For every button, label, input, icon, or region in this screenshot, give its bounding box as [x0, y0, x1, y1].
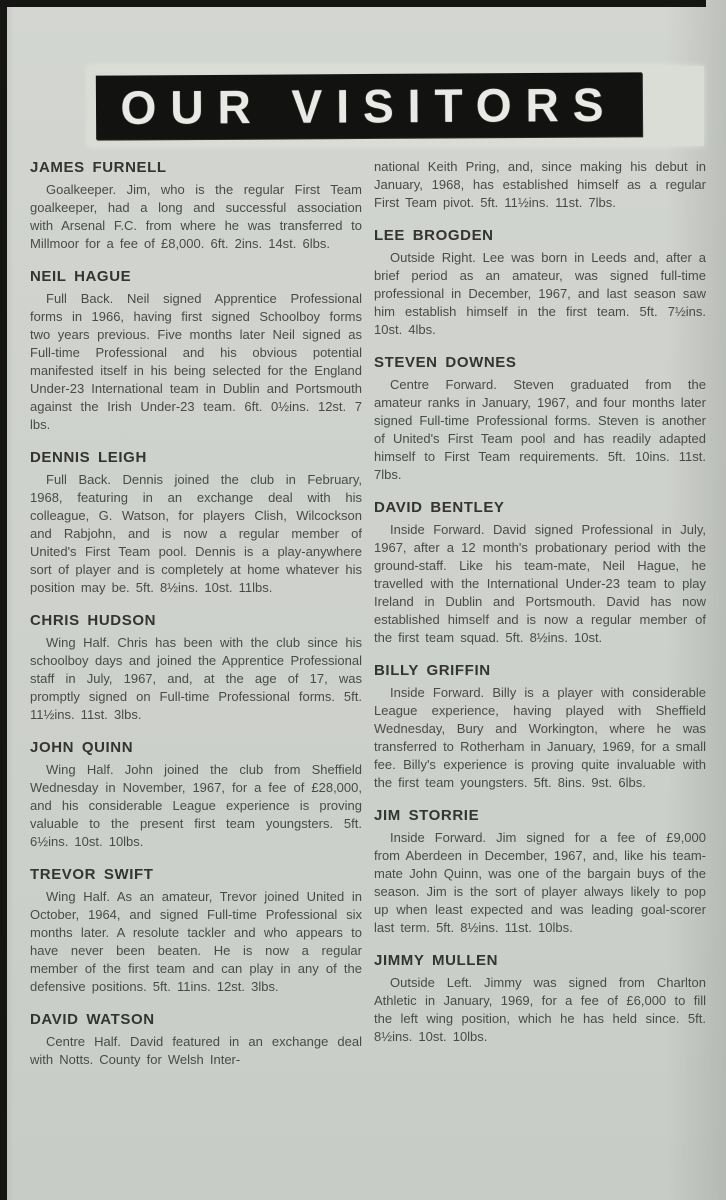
player-entry: [30, 448, 362, 597]
player-entry: [374, 806, 706, 937]
scan-edge-top: [0, 0, 706, 7]
article-columns: [30, 158, 706, 1083]
player-bio: Goalkeeper. Jim, who is the regular First Team goalkeeper, had a long and successful association with Arsenal F.C. from where he was transferred to Millmoor for a fee of £8,000. 6ft. 2ins. 14st. 6lbs.: [30, 182, 362, 251]
player-name: LEE BROGDEN: [374, 227, 494, 244]
player-entry: [374, 498, 706, 647]
player-bio: Inside Forward. David signed Professional in July, 1967, after a 12 month's probationary period with the ground-staff. Like his team-mate, Neil Hague, he travelled with the International Under-23 team to play Ireland in Dublin and Portsmouth. David has now established himself and is now a regular member of the first team squad. 5ft. 8½ins. 10st.: [374, 522, 706, 645]
player-name: CHRIS HUDSON: [30, 612, 157, 629]
player-name: TREVOR SWIFT: [30, 866, 154, 883]
player-bio: Inside Forward. Jim signed for a fee of £9,000 from Aberdeen in December, 1967, and, like his team-mate John Quinn, was one of the bargain buys of the season. Jim is the sort of player always likely to pop up when least expected and was leading goal-scorer last term. 5ft. 8½ins. 11st. 10lbs.: [374, 830, 706, 935]
player-name: JAMES FURNELL: [30, 159, 167, 176]
player-bio: Centre Half. David featured in an exchange deal with Notts. County for Welsh Inter-: [30, 1034, 362, 1067]
player-entry: [30, 865, 362, 996]
player-bio: Wing Half. As an amateur, Trevor joined United in October, 1964, and signed Full-time Professional six months later. A resolute tackler and who appears to have never been beaten. He is now a regular member of the first team and can play in any of the defensive positions. 5ft. 11ins. 12st. 3lbs.: [30, 889, 362, 994]
player-bio: Outside Right. Lee was born in Leeds and, after a brief period as an amateur, was signed full-time professional in December, 1967, and last season saw him establish himself in the first team. 5ft. 7½ins. 10st. 4lbs.: [374, 250, 706, 337]
player-name: JIM STORRIE: [374, 807, 480, 824]
right-column: [374, 158, 706, 1083]
player-bio: Full Back. Neil signed Apprentice Professional forms in 1966, having first signed Schoolboy forms two years previous. Five months later Neil signed as Full-time Professional and his obvious potential manifested itself in his being selected for the England Under-23 International team in Dublin and Portsmouth against the Irish Under-23 team. 6ft. 0½ins. 12st. 7 lbs.: [30, 291, 362, 432]
player-name: JIMMY MULLEN: [374, 952, 499, 969]
player-entry: [374, 661, 706, 792]
page-title: OUR VISITORS: [120, 77, 618, 135]
scan-edge-left: [0, 0, 7, 1200]
player-bio: Wing Half. Chris has been with the club since his schoolboy days and joined the Apprentice Professional staff in July, 1967, and, at the age of 17, was promptly signed on Full-time Professional forms. 5ft. 11½ins. 11st. 3lbs.: [30, 635, 362, 722]
player-bio: Full Back. Dennis joined the club in February, 1968, featuring in an exchange deal with his colleague, G. Watson, for players Clish, Wilcockson and Rabjohn, and is now a regular member of United's First Team pool. Dennis is a play-anywhere sort of player and is completely at home whatever his position may be. 5ft. 8½ins. 10st. 11lbs.: [30, 472, 362, 595]
player-entry: [374, 226, 706, 339]
player-bio: Wing Half. John joined the club from Sheffield Wednesday in November, 1967, for a fee of £28,000, and his considerable League experience is proving valuable to the present first team youngsters. 5ft. 6½ins. 10st. 10lbs.: [30, 762, 362, 849]
player-entry: [30, 267, 362, 434]
player-name: NEIL HAGUE: [30, 268, 132, 285]
player-entry: [30, 158, 362, 253]
player-name: DENNIS LEIGH: [30, 449, 147, 466]
player-entry: [374, 158, 706, 212]
title-banner: [96, 72, 642, 139]
player-entry: [374, 951, 706, 1046]
player-entry: [374, 353, 706, 484]
player-bio: Outside Left. Jimmy was signed from Charlton Athletic in January, 1969, for a fee of £6,000 to fill the left wing position, which he has held since. 5ft. 8½ins. 10st. 10lbs.: [374, 975, 706, 1044]
player-entry: [30, 738, 362, 851]
player-bio: Inside Forward. Billy is a player with considerable League experience, having played with Sheffield Wednesday, Bury and Workington, where he was transferred to Rotherham in January, 1969, for a small fee. Billy's experience is proving quite invaluable with the first team youngsters. 5ft. 8ins. 9st. 6lbs.: [374, 685, 706, 790]
player-name: DAVID WATSON: [30, 1011, 155, 1028]
player-name: JOHN QUINN: [30, 739, 134, 756]
player-name: DAVID BENTLEY: [374, 499, 505, 516]
player-name: STEVEN DOWNES: [374, 354, 517, 371]
left-column: [30, 158, 362, 1083]
player-name: BILLY GRIFFIN: [374, 662, 491, 679]
player-entry: [30, 611, 362, 724]
player-bio: national Keith Pring, and, since making his debut in January, 1968, has established himself as a regular First Team pivot. 5ft. 11½ins. 11st. 7lbs.: [374, 159, 706, 210]
player-bio: Centre Forward. Steven graduated from the amateur ranks in January, 1967, and four months later signed Full-time Professional forms. Steven is another of United's First Team pool and has readily adapted himself to First Team requirements. 5ft. 10ins. 11st. 7lbs.: [374, 377, 706, 482]
player-entry: [30, 1010, 362, 1069]
